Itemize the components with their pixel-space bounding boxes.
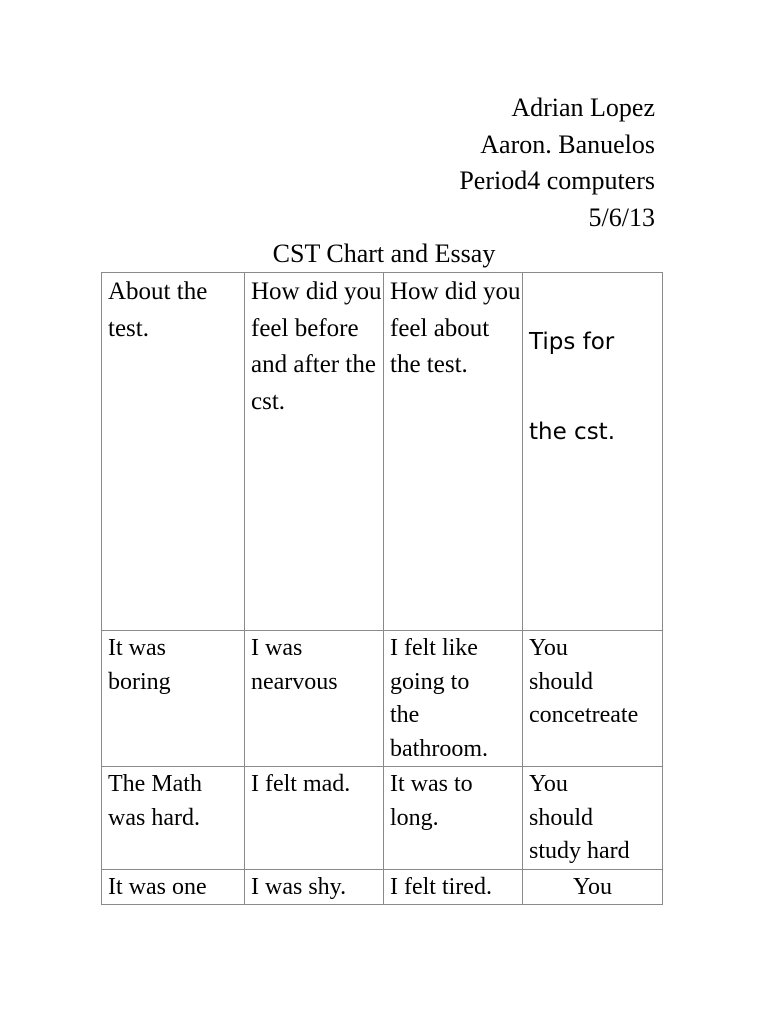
table-cell: I felt like going to the bathroom. <box>384 631 523 767</box>
document-title: CST Chart and Essay <box>272 239 496 268</box>
table-cell: The Math was hard. <box>102 767 245 870</box>
table-cell: You should concetreate <box>523 631 663 767</box>
document-date: 5/6/13 <box>588 202 655 232</box>
table-cell: You should study hard <box>523 767 663 870</box>
header-cell-tips: Tips for the cst. <box>523 273 663 631</box>
class-period: Period4 computers <box>459 166 655 195</box>
table-cell: It was boring <box>102 631 245 767</box>
document-header <box>459 90 655 236</box>
table-header-row <box>102 273 663 631</box>
table-cell: You <box>523 869 663 905</box>
author-name-1: Adrian Lopez <box>511 93 655 122</box>
table-cell: I was shy. <box>245 869 384 905</box>
table-cell: I felt mad. <box>245 767 384 870</box>
table-row <box>102 869 663 905</box>
header-cell-feel-before-after: How did you feel before and after the cst. <box>245 273 384 631</box>
table-row <box>102 767 663 870</box>
table-cell: I felt tired. <box>384 869 523 905</box>
cst-chart-table <box>101 272 663 905</box>
header-cell-about: About the test. <box>102 273 245 631</box>
header-cell-feel-about: How did you feel about the test. <box>384 273 523 631</box>
author-name-2: Aaron. Banuelos <box>480 129 655 159</box>
table-cell: I was nearvous <box>245 631 384 767</box>
table-cell: It was to long. <box>384 767 523 870</box>
table-cell: It was one <box>102 869 245 905</box>
table-row <box>102 631 663 767</box>
